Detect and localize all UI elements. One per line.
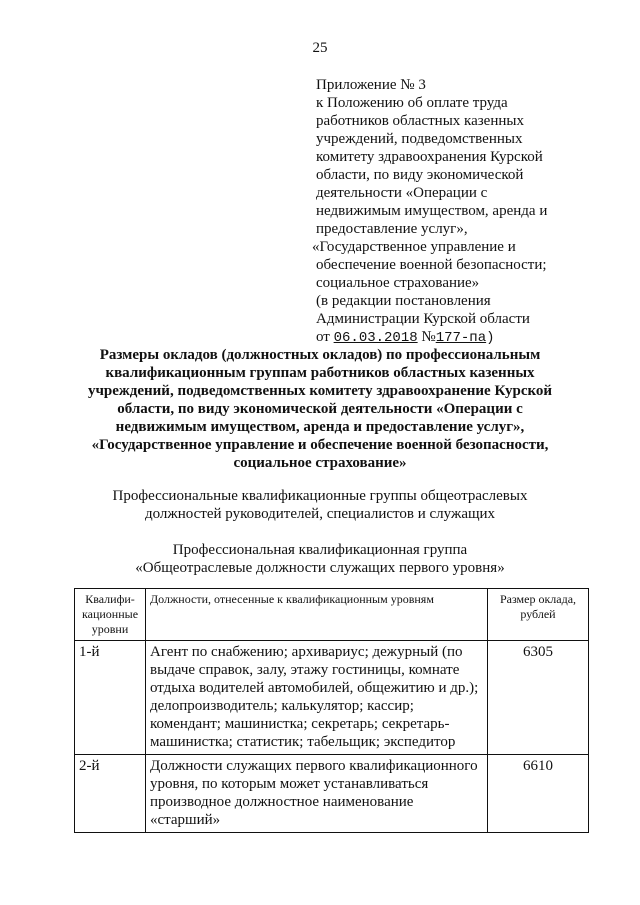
cell-level: 2-й	[75, 755, 146, 833]
appendix-line: комитету здравоохранения Курской	[316, 149, 543, 165]
appendix-date-line	[316, 328, 576, 347]
appendix-line: работников областных казенных	[316, 113, 524, 129]
group-title-line: Профессиональная квалификационная группа	[172, 542, 468, 558]
heading-line: области, по виду экономической деятельности «Операции с	[117, 401, 523, 417]
resolution-date: 06.03.2018	[333, 330, 418, 346]
appendix-line: обеспечение военной безопасности;	[316, 257, 547, 273]
appendix-line: социальное страхование»	[316, 275, 480, 291]
table-row	[75, 641, 589, 755]
closing-paren: )	[486, 330, 495, 346]
appendix-block	[312, 76, 576, 347]
table-row	[75, 755, 589, 833]
heading-line: квалификационным группам работников областных казенных	[105, 365, 535, 381]
header-levels: Квалифи- кационные уровни	[75, 589, 146, 641]
appendix-line: «Государственное управление и	[312, 239, 516, 255]
date-prefix: от	[316, 329, 330, 345]
heading-line: «Государственное управление и обеспечение военной безопасности,	[91, 437, 549, 453]
appendix-line: области, по виду экономической	[316, 167, 524, 183]
heading-line: социальное страхование»	[233, 455, 407, 471]
cell-positions: Должности служащих первого квалификационного уровня, по которым может устанавливаться производное должностное наименование «старший»	[146, 755, 488, 833]
group-title-general	[60, 487, 580, 523]
cell-positions: Агент по снабжению; архивариус; дежурный (по выдаче справок, залу, этажу гостиницы, комнате отдыха водителей автомобилей, общежитию и др.); делопроизводитель; калькулятор; кассир; комендант; машинистка; секретарь; секретарь-машинистка; статистик; табельщик; экспедитор	[146, 641, 488, 755]
appendix-line: недвижимым имуществом, аренда и	[316, 203, 548, 219]
number-prefix: №	[421, 329, 436, 345]
document-heading	[60, 346, 580, 472]
appendix-line: учреждений, подведомственных	[316, 131, 523, 147]
heading-line: Размеры окладов (должностных окладов) по профессиональным	[99, 347, 541, 363]
cell-salary: 6610	[488, 755, 589, 833]
appendix-line: деятельности «Операции с	[316, 185, 488, 201]
appendix-line: Приложение № 3	[316, 77, 426, 93]
appendix-line: к Положению об оплате труда	[316, 95, 508, 111]
group-title-line: «Общеотраслевые должности служащих первого уровня»	[135, 560, 505, 576]
appendix-line: (в редакции постановления	[316, 293, 491, 309]
resolution-number: 177-па	[435, 330, 487, 346]
cell-salary: 6305	[488, 641, 589, 755]
cell-level: 1-й	[75, 641, 146, 755]
heading-line: учреждений, подведомственных комитету здравоохранение Курской	[87, 383, 553, 399]
page-number: 25	[312, 40, 328, 56]
appendix-line: предоставление услуг»,	[316, 221, 468, 237]
table-header-row	[75, 589, 589, 641]
group-title-line: должностей руководителей, специалистов и служащих	[144, 506, 496, 522]
header-salary: Размер оклада, рублей	[488, 589, 589, 641]
group-title-first-level	[60, 541, 580, 577]
group-title-line: Профессиональные квалификационные группы общеотраслевых	[112, 488, 528, 504]
header-positions: Должности, отнесенные к квалификационным уровням	[146, 589, 488, 641]
salary-table	[74, 588, 589, 833]
appendix-line: Администрации Курской области	[316, 311, 530, 327]
heading-line: недвижимым имуществом, аренда и предоставление услуг»,	[115, 419, 525, 435]
